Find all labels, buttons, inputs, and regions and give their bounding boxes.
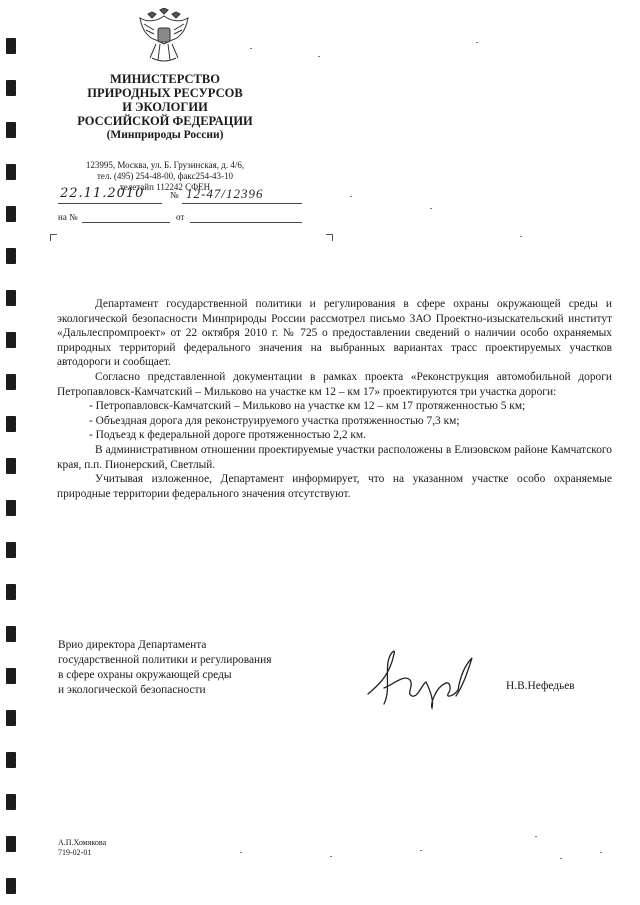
road-section-item: - Подъезд к федеральной дороге протяженностью 2,2 км. [89, 429, 366, 442]
handwritten-signature [360, 644, 480, 714]
binder-holes [6, 0, 20, 905]
signatory-title-line: в сфере охраны окружающей среды [58, 669, 232, 681]
body-paragraph: Учитывая изложенное, Департамент информирует, что на указанном участке особо охраняемые природные территории федерального значения отсутствуют. [57, 473, 612, 500]
address-line: тел. (495) 254-48-00, факс254-43-10 [96, 171, 234, 181]
address-line: 123995, Москва, ул. Б. Грузинская, д. 4/6, [85, 160, 245, 170]
ministry-short-name: (Минприроды России) [106, 129, 224, 141]
address-corner-mark [326, 234, 333, 241]
ministry-line: ПРИРОДНЫХ РЕСУРСОВ [87, 86, 243, 100]
body-paragraph: В административном отношении проектируемые участки расположены в Елизовском районе Камчатского края, п.п. Пионерский, Светлый. [57, 443, 612, 471]
coat-of-arms-icon [138, 8, 190, 66]
signatory-title-line: государственной политики и регулирования [58, 654, 272, 666]
signatory-title [58, 638, 358, 698]
signatory-title-line: Врио директора Департамента [58, 639, 207, 651]
address-corner-mark [50, 234, 57, 241]
ministry-title [60, 72, 270, 142]
road-section-item: - Объездная дорога для реконструируемого участка протяженностью 7,3 км; [89, 414, 460, 427]
executor-info [58, 838, 106, 858]
ministry-line: И ЭКОЛОГИИ [122, 100, 208, 114]
reference-line [58, 212, 318, 224]
address-line: телетайп 112242 СФЕН [119, 182, 211, 192]
reference-number-label: на № [58, 212, 78, 222]
executor-phone: 719-02-01 [58, 848, 92, 857]
body-paragraph: Департамент государственной политики и регулирования в сфере охраны окружающей среды и экологической безопасности Минприроды России рассмотрел письмо ЗАО Проектно-изыскательский институт «Дальлеспромпроект» от 22 октября 2010 г. № 725 о предоставлении сведений о наличии особо охраняемых природных территорий федерального значения на выбранных вариантах трасс проектируемых участков автодороги и сообщает. [57, 298, 612, 369]
body-paragraph: Согласно представленной документации в рамках проекта «Реконструкция автомобильной дороги Петропавловск-Камчатский – Мильково на участке км 12 – км 17» проектируются три участка дороги: [57, 370, 612, 398]
signatory-name: Н.В.Нефедьев [506, 680, 575, 692]
registration-number: 12-47/12396 [186, 186, 264, 201]
ministry-line: РОССИЙСКОЙ ФЕДЕРАЦИИ [77, 114, 253, 128]
road-section-item: - Петропавловск-Камчатский – Мильково на участке км 12 – км 17 протяженностью 5 км; [89, 400, 526, 413]
letter-body [57, 297, 612, 501]
signatory-title-line: и экологической безопасности [58, 684, 206, 696]
reference-date-label: от [176, 212, 185, 222]
ministry-line: МИНИСТЕРСТВО [110, 72, 220, 86]
registration-number-label: № [170, 190, 179, 200]
registration-date: 22.11.2010 [60, 186, 145, 201]
executor-name: А.П.Хомякова [58, 838, 107, 847]
